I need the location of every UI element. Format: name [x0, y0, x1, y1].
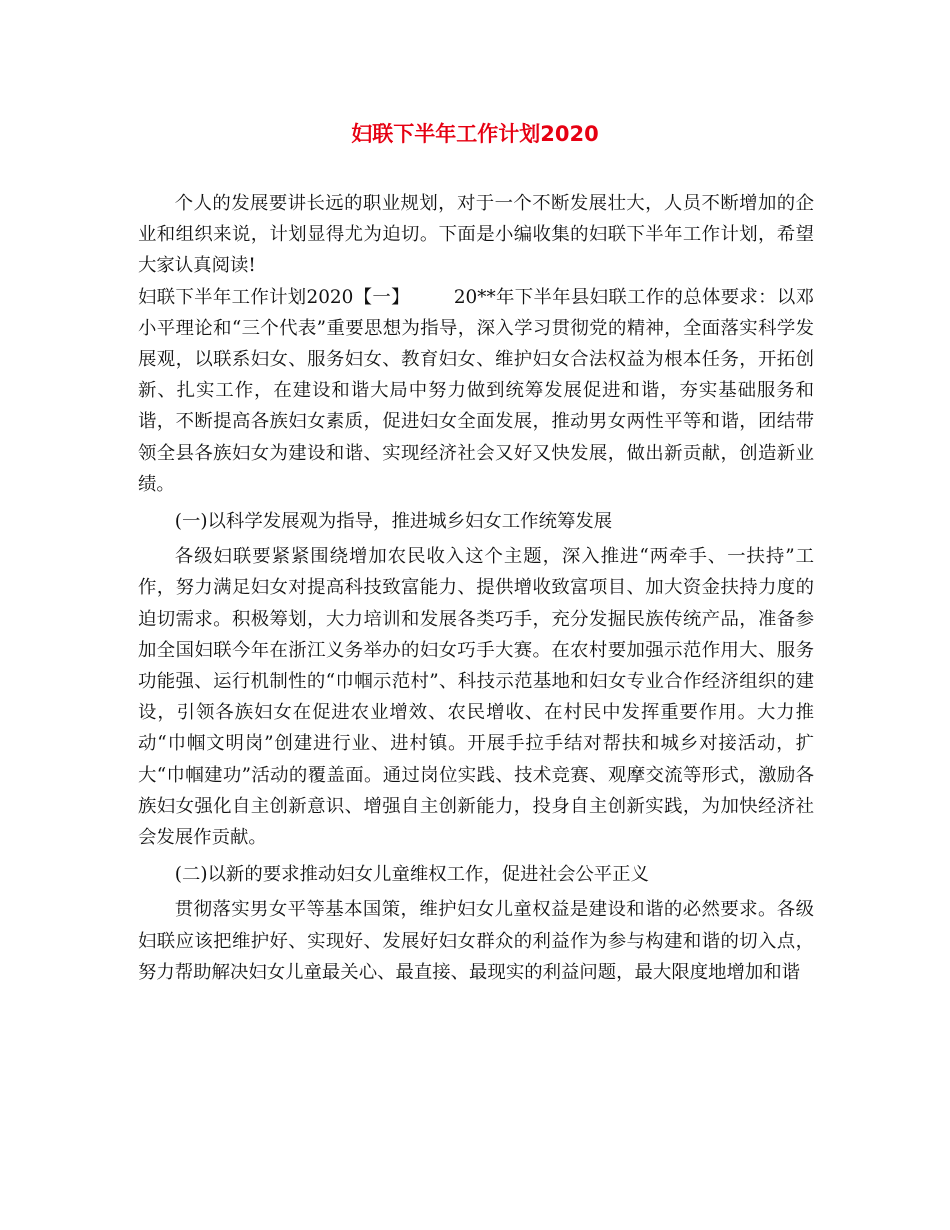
- subsection-1-heading: (一)以科学发展观为指导，推进城乡妇女工作统筹发展: [174, 511, 613, 533]
- section-heading: 妇联下半年工作计划2020【一】: [138, 286, 410, 308]
- subsection-2-heading: (二)以新的要求推动妇女儿童维权工作，促进社会公平正义: [174, 864, 649, 886]
- section-lead: 20**年下半年县妇联工作的总体要求：以邓小平理论和“三个代表”重要思想为指导，深入学习贯彻党的精神，全面落实科学发展观，以联系妇女、服务妇女、教育妇女、维护妇女合法权益为根本任务，开拓创新、扎实工作，在建设和谐大局中努力做到统筹发展促进和谐，夯实基础服务和谐，不断提高各族妇女素质，促进妇女全面发展，推动男女两性平等和谐，团结带领全县各族妇女为建设和谐、实现经济社会又好又快发展，做出新贡献，创造新业绩。: [138, 286, 814, 495]
- subsection-1-body: 各级妇联要紧紧围绕增加农民收入这个主题，深入推进“两牵手、一扶持”工作，努力满足妇女对提高科技致富能力、提供增收致富项目、加大资金扶持力度的迫切需求。积极筹划，大力培训和发展各类巧手，充分发掘民族传统产品，准备参加全国妇联今年在浙江义务举办的妇女巧手大赛。在农村要加强示范作用大、服务功能强、运行机制性的“巾帼示范村”、科技示范基地和妇女专业合作经济组织的建设，引领各族妇女在促进农业增效、农民增收、在村民中发挥重要作用。大力推动“巾帼文明岗”创建进行业、进村镇。开展手拉手结对帮扶和城乡对接活动，扩大“巾帼建功”活动的覆盖面。通过岗位实践、技术竞赛、观摩交流等形式，激励各族妇女强化自主创新意识、增强自主创新能力，投身自主创新实践，为加快经济社会发展作贡献。: [138, 546, 814, 849]
- document-title: 妇联下半年工作计划2020: [351, 122, 599, 146]
- subsection-2-body: 贯彻落实男女平等基本国策，维护妇女儿童权益是建设和谐的必然要求。各级妇联应该把维护好、实现好、发展好妇女群众的利益作为参与构建和谐的切入点，努力帮助解决妇女儿童最关心、最直接、最现实的利益问题，最大限度地增加和谐: [138, 899, 814, 983]
- document-body: [138, 188, 814, 988]
- section-paragraph: [138, 282, 814, 500]
- intro-paragraph: 个人的发展要讲长远的职业规划，对于一个不断发展壮大，人员不断增加的企业和组织来说，计划显得尤为迫切。下面是小编收集的妇联下半年工作计划，希望大家认真阅读!: [138, 193, 814, 277]
